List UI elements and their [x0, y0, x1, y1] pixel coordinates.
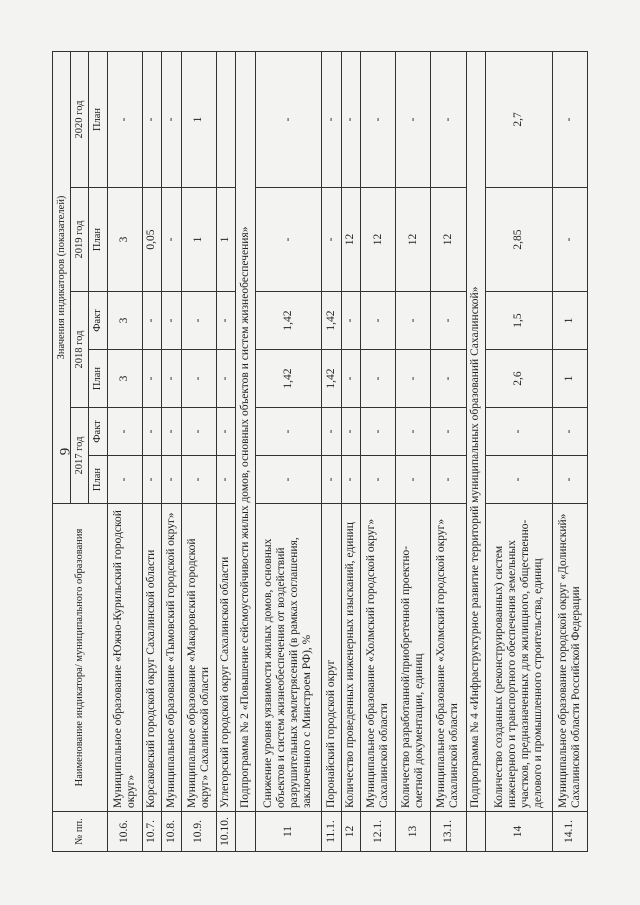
header-fact: Факт: [89, 292, 107, 350]
row-value: -: [255, 51, 322, 187]
row-value: -: [181, 292, 216, 350]
row-num: 14.1.: [552, 812, 587, 852]
row-value: 1: [552, 292, 587, 350]
table-row: [322, 51, 341, 851]
row-value: -: [396, 408, 431, 456]
row-value: -: [341, 350, 360, 408]
row-value: -: [162, 408, 181, 456]
row-num: 10.9.: [181, 812, 216, 852]
subprogram-title: Подпрограмма № 2 «Повышение сейсмоустойчивости жилых домов, основных объектов и систем жизнеобеспечения»: [236, 51, 255, 811]
row-value: -: [216, 350, 235, 408]
table-row: [107, 51, 142, 851]
row-name: Корсаковский городской округ Сахалинской области: [142, 504, 161, 812]
row-value: 1: [552, 350, 587, 408]
header-plan: План: [89, 350, 107, 408]
row-name: Количество разработанной/приобретенной проектно-сметной документации, единиц: [396, 504, 431, 812]
row-value: -: [361, 292, 396, 350]
row-value: -: [552, 408, 587, 456]
row-value: -: [341, 456, 360, 504]
header-num: № пп.: [53, 812, 108, 852]
row-value: 2,85: [485, 188, 552, 292]
row-num: 11.1.: [322, 812, 341, 852]
row-value: 12: [361, 188, 396, 292]
header-row: [53, 51, 71, 851]
row-value: -: [107, 408, 142, 456]
table-row: [341, 51, 360, 851]
row-num-cell: [236, 812, 255, 852]
row-value: -: [255, 408, 322, 456]
table-row: [431, 51, 466, 851]
row-name: Муниципальное образование «Тымовский городской округ»: [162, 504, 181, 812]
subprogram-title: Подпрограмма № 4 «Инфраструктурное развитие территорий муниципальных образований Сахалинской»: [466, 51, 485, 811]
table-row: [142, 51, 161, 851]
row-num: 10.8.: [162, 812, 181, 852]
row-value: 2,7: [485, 51, 552, 187]
table-row: [361, 51, 396, 851]
row-num: 10.6.: [107, 812, 142, 852]
header-group: Значения индикаторов (показателей): [53, 51, 71, 503]
row-name: Муниципальное образование «Южно-Курильский городской округ»: [107, 504, 142, 812]
row-value: 1,5: [485, 292, 552, 350]
table-row: [181, 51, 216, 851]
row-value: -: [181, 350, 216, 408]
row-value: -: [431, 456, 466, 504]
row-num: 10.10.: [216, 812, 235, 852]
rotated-table-wrapper: [52, 52, 588, 852]
row-num: 14: [485, 812, 552, 852]
header-year-2018: 2018 год: [71, 292, 89, 408]
row-num-cell: [466, 812, 485, 852]
row-name: Поронайский городской округ: [322, 504, 341, 812]
header-plan: План: [89, 456, 107, 504]
row-value: [216, 51, 235, 187]
row-value: 1: [216, 188, 235, 292]
row-value: -: [255, 188, 322, 292]
row-value: 1,42: [255, 350, 322, 408]
row-value: -: [162, 292, 181, 350]
row-value: -: [396, 51, 431, 187]
row-value: -: [341, 51, 360, 187]
subprogram-row: [236, 51, 255, 851]
row-value: -: [552, 51, 587, 187]
row-value: -: [322, 408, 341, 456]
row-name: Снижение уровня уязвимости жилых домов, основных объектов и систем жизнеобеспечения от воздействий разрушительных землетрясений (в рамках соглашения, заключенного с Минстроем РФ), %: [255, 504, 322, 812]
row-num: 12.1.: [361, 812, 396, 852]
table-row: [162, 51, 181, 851]
row-value: -: [181, 408, 216, 456]
subprogram-row: [466, 51, 485, 851]
row-value: -: [485, 456, 552, 504]
row-name: Углегорский городской округ Сахалинской области: [216, 504, 235, 812]
row-name: Муниципальное образование городской округ «Долинский» Сахалинской области Российской Федерации: [552, 504, 587, 812]
row-name: Количество созданных (реконструированных) систем инженерного и транспортного обеспечения земельных участков, предназначенных для жилищного, общественно-делового и промышленного строительства, единиц: [485, 504, 552, 812]
page-number: 9: [57, 447, 74, 456]
table-row: [485, 51, 552, 851]
row-value: 1: [181, 188, 216, 292]
row-value: -: [485, 408, 552, 456]
row-value: -: [107, 51, 142, 187]
row-value: -: [216, 456, 235, 504]
row-value: 3: [107, 292, 142, 350]
row-value: 3: [107, 188, 142, 292]
row-name: Количество проведенных инженерных изысканий, единиц: [341, 504, 360, 812]
row-value: 12: [341, 188, 360, 292]
row-num: 12: [341, 812, 360, 852]
row-value: -: [162, 350, 181, 408]
table-body: [53, 51, 588, 851]
row-value: -: [322, 456, 341, 504]
table-row: [396, 51, 431, 851]
row-value: -: [396, 350, 431, 408]
row-value: -: [322, 188, 341, 292]
row-value: -: [322, 51, 341, 187]
row-value: 0,05: [142, 188, 161, 292]
header-name: Наименование индикатора/ муниципального образования: [53, 504, 108, 812]
row-name: Муниципальное образование «Холмский городской округ» Сахалинской области: [431, 504, 466, 812]
row-name: Муниципальное образование «Макаровский городской округ» Сахалинской области: [181, 504, 216, 812]
row-value: -: [216, 408, 235, 456]
row-value: -: [396, 456, 431, 504]
row-num: 13.1.: [431, 812, 466, 852]
row-value: -: [361, 408, 396, 456]
row-value: -: [255, 456, 322, 504]
row-value: -: [216, 292, 235, 350]
table-row: [255, 51, 322, 851]
row-value: -: [431, 51, 466, 187]
row-value: -: [142, 408, 161, 456]
row-value: -: [396, 292, 431, 350]
row-value: -: [431, 350, 466, 408]
table-row: [216, 51, 235, 851]
row-value: 12: [431, 188, 466, 292]
row-value: -: [431, 292, 466, 350]
row-value: 1,42: [322, 292, 341, 350]
row-value: 1,42: [255, 292, 322, 350]
row-value: 3: [107, 350, 142, 408]
header-year-2017: 2017 год: [71, 408, 89, 504]
header-plan: План: [89, 51, 107, 187]
row-value: -: [552, 188, 587, 292]
row-num: 13: [396, 812, 431, 852]
row-value: -: [107, 456, 142, 504]
row-value: -: [341, 292, 360, 350]
indicators-table: [52, 51, 588, 852]
row-value: -: [162, 456, 181, 504]
row-value: -: [361, 51, 396, 187]
row-value: -: [142, 350, 161, 408]
header-plan: План: [89, 188, 107, 292]
row-value: -: [162, 188, 181, 292]
row-value: -: [552, 456, 587, 504]
row-value: -: [181, 456, 216, 504]
row-value: -: [142, 292, 161, 350]
row-value: 1,42: [322, 350, 341, 408]
header-year-2020: 2020 год: [71, 51, 89, 187]
row-value: -: [142, 51, 161, 187]
row-num: 10.7.: [142, 812, 161, 852]
row-num: 11: [255, 812, 322, 852]
row-value: 2,6: [485, 350, 552, 408]
row-value: -: [361, 350, 396, 408]
table-row: [552, 51, 587, 851]
header-year-2019: 2019 год: [71, 188, 89, 292]
row-value: -: [162, 51, 181, 187]
row-name: Муниципальное образование «Холмский городской округ» Сахалинской области: [361, 504, 396, 812]
header-fact: Факт: [89, 408, 107, 456]
row-value: -: [361, 456, 396, 504]
row-value: -: [341, 408, 360, 456]
row-value: -: [142, 456, 161, 504]
row-value: 1: [181, 51, 216, 187]
row-value: 12: [396, 188, 431, 292]
row-value: -: [431, 408, 466, 456]
